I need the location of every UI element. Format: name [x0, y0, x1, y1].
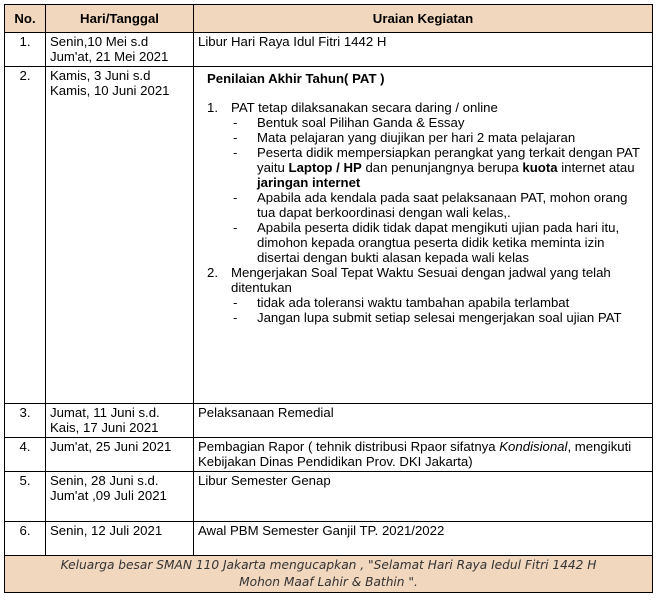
header-date: Hari/Tanggal: [46, 5, 194, 33]
row-date: [46, 67, 194, 404]
text-run: Peserta didik mempersiapkan perangkat yang terkait dengan PAT yaitu: [257, 145, 640, 175]
item-text: PAT tetap dilaksanakan secara daring / online: [231, 100, 498, 115]
greeting-footer-row: [5, 556, 653, 593]
numbered-item: [207, 265, 648, 295]
row-date: Senin, 12 Juli 2021: [46, 522, 194, 556]
row-date: [46, 472, 194, 522]
dash-bullet: -: [233, 220, 238, 235]
header-row: [5, 5, 653, 33]
bullet-item: [233, 295, 648, 310]
bullet-item: [233, 115, 648, 130]
row-number: 4.: [5, 438, 46, 472]
bold-text: jaringan internet: [257, 175, 361, 190]
date-line: Jum'at ,09 Juli 2021: [50, 488, 167, 503]
row-description: [194, 67, 653, 404]
text-run: Pembagian Rapor ( tehnik distribusi Rpaor sifatnya: [198, 439, 500, 454]
dash-bullet: -: [233, 115, 238, 130]
numbered-item: [207, 100, 648, 115]
bullet-text: Apabila ada kendala pada saat pelaksanaan PAT, mohon orang tua dapat berkoordinasi dengan wali kelas,.: [257, 190, 628, 220]
row-description: [194, 438, 653, 472]
date-line: Kamis, 3 Juni s.d: [50, 68, 151, 83]
table-row: [5, 438, 653, 472]
row-number: 1.: [5, 33, 46, 67]
date-line: Senin,10 Mei s.d: [50, 34, 149, 49]
header-description: Uraian Kegiatan: [194, 5, 653, 33]
bullet-text: tidak ada toleransi waktu tambahan apabila terlambat: [257, 295, 570, 310]
item-text: Mengerjakan Soal Tepat Waktu Sesuai dengan jadwal yang telah ditentukan: [231, 265, 611, 295]
greeting-footer: [5, 556, 653, 593]
date-line: Kais, 17 Juni 2021: [50, 420, 159, 435]
bold-text: kuota: [522, 160, 558, 175]
row-description: Libur Hari Raya Idul Fitri 1442 H: [194, 33, 653, 67]
table-row: [5, 33, 653, 67]
date-line: Jum'at, 21 Mei 2021: [50, 49, 169, 64]
date-line: Senin, 28 Juni s.d.: [50, 473, 159, 488]
greeting-line: Mohon Maaf Lahir & Bathin ".: [239, 575, 418, 589]
bullet-item: [233, 130, 648, 145]
text-run: dan penunjangnya berupa: [361, 160, 523, 175]
dash-bullet: -: [233, 295, 238, 310]
bullet-text: Apabila peserta didik tidak dapat mengikuti ujian pada hari itu, dimohon kepada orangtua peserta didik ketika meminta izin disertai dengan bukti alasan kepada wali kelas: [257, 220, 620, 265]
dash-bullet: -: [233, 130, 238, 145]
text-run: , mengikuti Kebijakan Dinas Pendidikan Prov. DKI Jakarta): [198, 439, 632, 469]
greeting-line: Keluarga besar SMAN 110 Jakarta mengucapkan , "Selamat Hari Raya Iedul Fitri 1442 H: [60, 558, 597, 572]
table-row: [5, 522, 653, 556]
bullet-text: Mata pelajaran yang diujikan per hari 2 mata pelajaran: [257, 130, 576, 145]
bullet-text: [257, 145, 648, 190]
pat-title: Penilaian Akhir Tahun( PAT ): [207, 71, 385, 86]
item-number: 2.: [207, 265, 218, 280]
header-no: No.: [5, 5, 46, 33]
row-description: Libur Semester Genap: [194, 472, 653, 522]
row-description: Awal PBM Semester Ganjil TP. 2021/2022: [194, 522, 653, 556]
bullet-item: [233, 190, 648, 220]
row-date: [46, 33, 194, 67]
bullet-item: [233, 220, 648, 265]
bullet-text: Bentuk soal Pilihan Ganda & Essay: [257, 115, 465, 130]
date-line: Jumat, 11 Juni s.d.: [50, 405, 160, 420]
bullet-text: Jangan lupa submit setiap selesai mengerjakan soal ujian PAT: [257, 310, 622, 325]
row-number: 5.: [5, 472, 46, 522]
dash-bullet: -: [233, 310, 238, 325]
item-number: 1.: [207, 100, 218, 115]
table-row: [5, 67, 653, 404]
table-row: [5, 472, 653, 522]
row-number: 2.: [5, 67, 46, 404]
date-line: Kamis, 10 Juni 2021: [50, 83, 170, 98]
italic-text: Kondisional: [499, 439, 568, 454]
text-run: internet atau: [557, 160, 635, 175]
bullet-item: [233, 310, 648, 325]
row-number: 3.: [5, 404, 46, 438]
row-number: 6.: [5, 522, 46, 556]
row-date: [46, 404, 194, 438]
table-row: [5, 404, 653, 438]
bold-text: Laptop / HP: [288, 160, 362, 175]
dash-bullet: -: [233, 190, 238, 205]
bullet-item: [233, 145, 648, 190]
dash-bullet: -: [233, 145, 238, 160]
row-date: Jum'at, 25 Juni 2021: [46, 438, 194, 472]
schedule-table: [4, 4, 653, 593]
row-description: Pelaksanaan Remedial: [194, 404, 653, 438]
